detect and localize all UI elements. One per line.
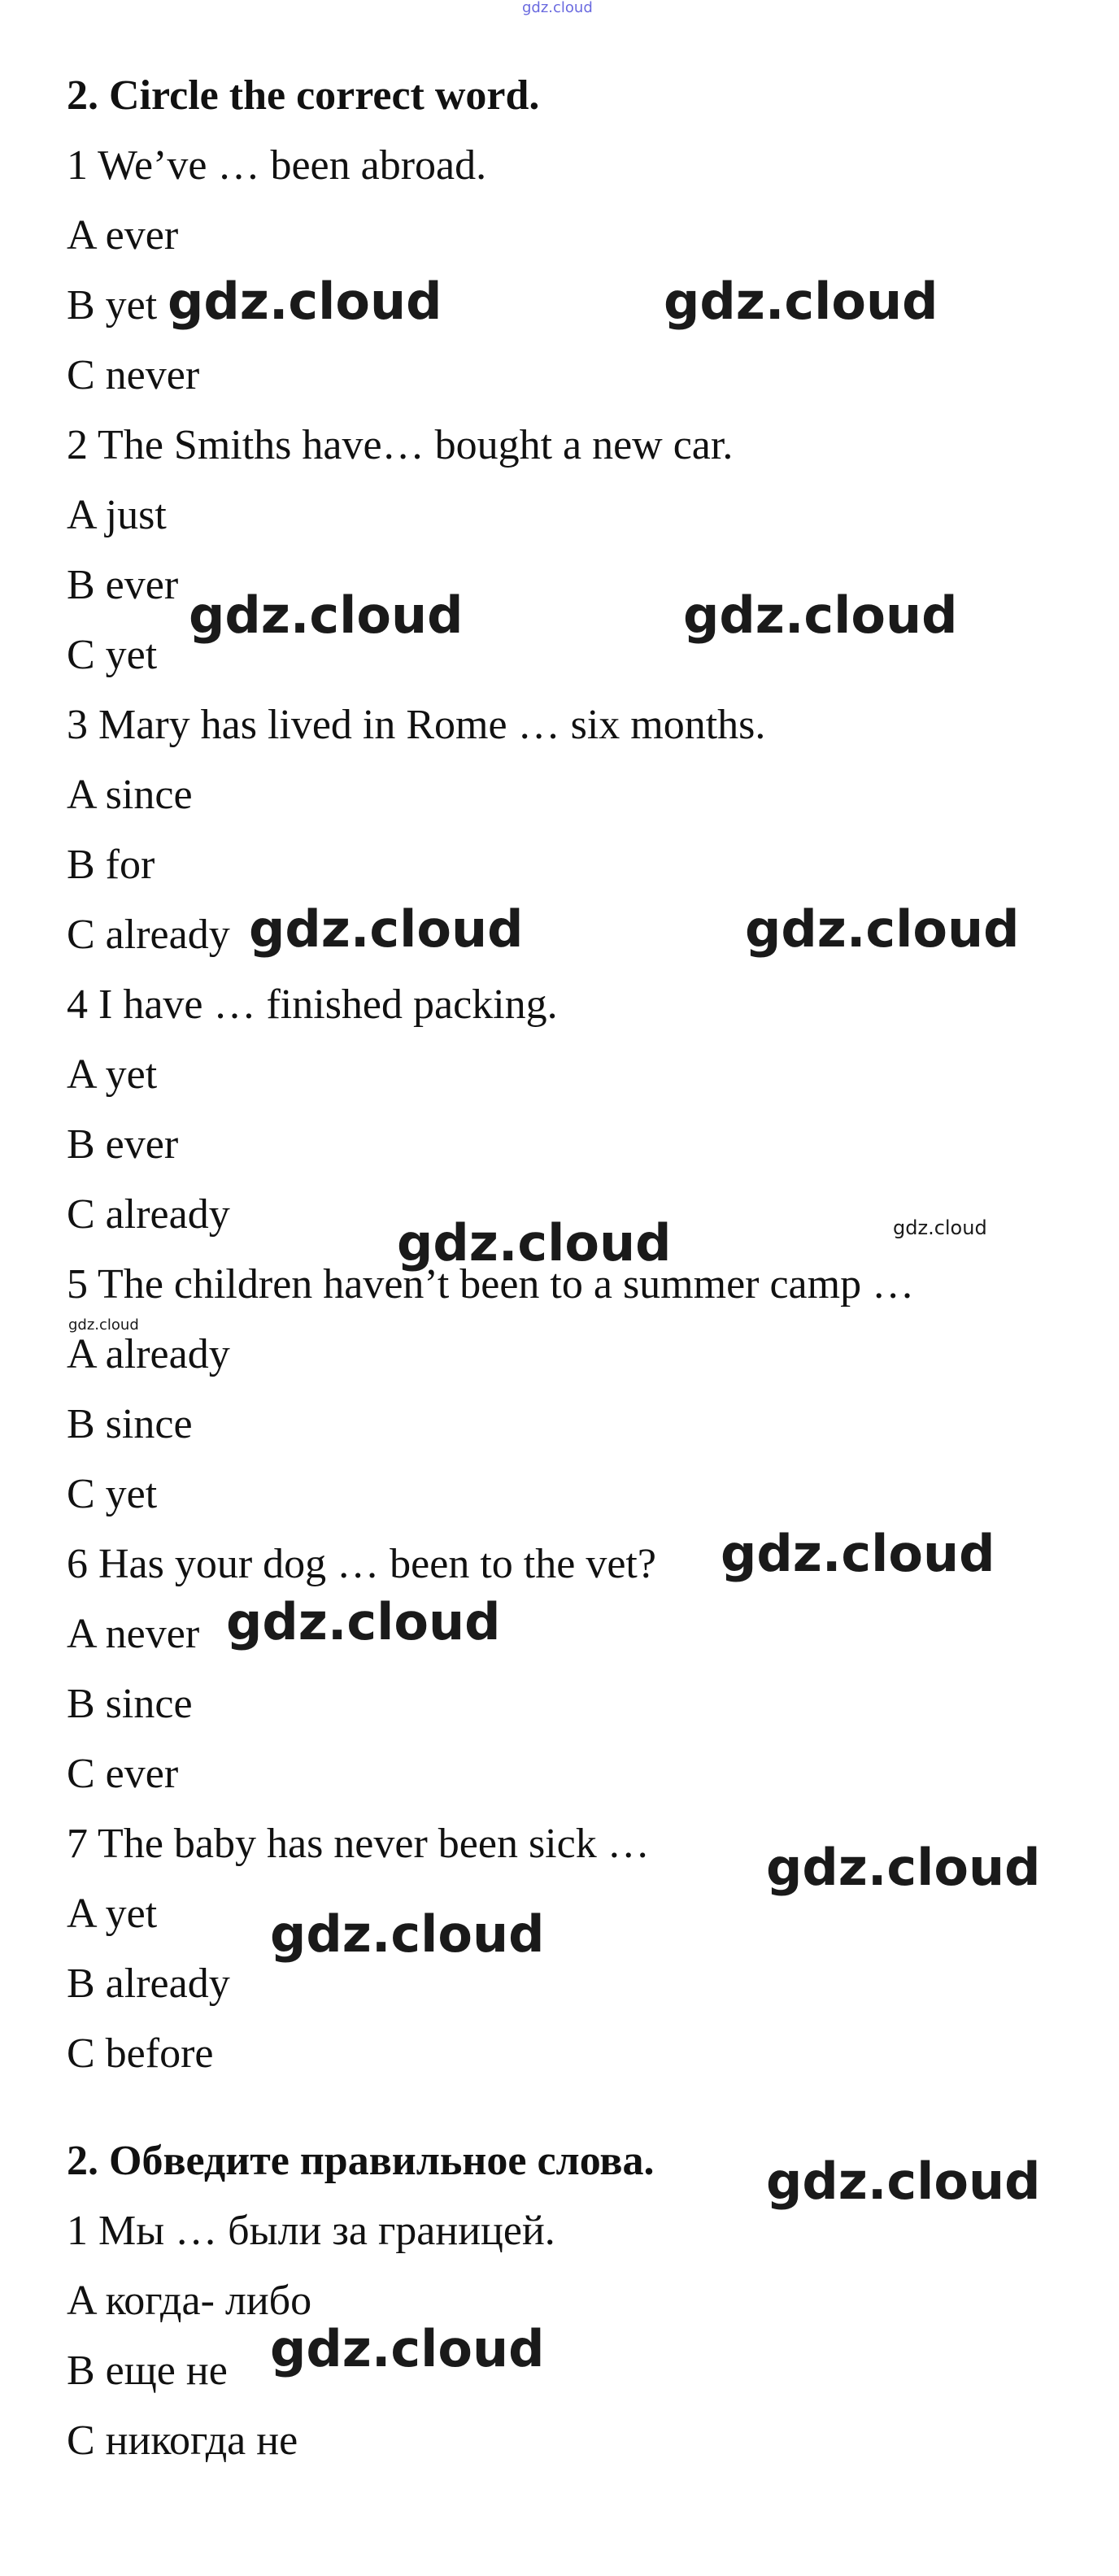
question-4: 4 I have … finished packing. bbox=[67, 981, 558, 1028]
option-1c[interactable]: C never bbox=[67, 352, 200, 398]
option-2a[interactable]: A just bbox=[67, 492, 167, 538]
watermark: gdz.cloud bbox=[766, 1838, 1041, 1897]
option-5a[interactable]: A already bbox=[67, 1331, 230, 1377]
watermark: gdz.cloud bbox=[270, 1904, 545, 1964]
option-2b[interactable]: B ever bbox=[67, 562, 179, 608]
watermark: gdz.cloud bbox=[249, 899, 524, 959]
watermark: gdz.cloud bbox=[745, 899, 1020, 959]
option-ru-1b[interactable]: B еще не bbox=[67, 2348, 228, 2394]
question-7: 7 The baby has never been sick … bbox=[67, 1821, 650, 1867]
watermark: gdz.cloud bbox=[397, 1213, 672, 1273]
option-3c[interactable]: C already bbox=[67, 912, 230, 958]
option-5b[interactable]: B since bbox=[67, 1401, 193, 1447]
option-5c[interactable]: C yet bbox=[67, 1471, 158, 1517]
question-1: 1 We’ve … been abroad. bbox=[67, 142, 487, 189]
option-4b[interactable]: B ever bbox=[67, 1121, 179, 1168]
section-title-en: 2. Circle the correct word. bbox=[67, 72, 540, 119]
watermark: gdz.cloud bbox=[226, 1592, 501, 1651]
header-watermark: gdz.cloud bbox=[522, 0, 593, 16]
option-3a[interactable]: A since bbox=[67, 772, 193, 818]
option-6a[interactable]: A never bbox=[67, 1611, 200, 1657]
question-6: 6 Has your dog … been to the vet? bbox=[67, 1541, 656, 1587]
option-4a[interactable]: A yet bbox=[67, 1051, 158, 1098]
watermark: gdz.cloud bbox=[664, 272, 938, 331]
watermark: gdz.cloud bbox=[189, 585, 464, 645]
watermark: gdz.cloud bbox=[766, 2152, 1041, 2211]
question-5: 5 The children haven’t been to a summer camp … bbox=[67, 1261, 915, 1308]
option-7a[interactable]: A yet bbox=[67, 1891, 158, 1937]
option-3b[interactable]: B for bbox=[67, 842, 155, 888]
option-6b[interactable]: B since bbox=[67, 1681, 193, 1727]
watermark: gdz.cloud bbox=[270, 2319, 545, 2378]
question-ru-1: 1 Мы … были за границей. bbox=[67, 2208, 555, 2254]
watermark-small: gdz.cloud bbox=[893, 1216, 987, 1239]
option-1a[interactable]: A ever bbox=[67, 212, 179, 259]
option-1b[interactable]: B yet bbox=[67, 282, 158, 329]
option-ru-1c[interactable]: C никогда не bbox=[67, 2417, 298, 2464]
watermark-small: gdz.cloud bbox=[68, 1316, 139, 1334]
option-6c[interactable]: C ever bbox=[67, 1751, 179, 1797]
section-title-ru: 2. Обведите правильное слова. bbox=[67, 2138, 655, 2184]
option-7b[interactable]: B already bbox=[67, 1960, 230, 2007]
option-4c[interactable]: C already bbox=[67, 1191, 230, 1238]
watermark: gdz.cloud bbox=[683, 585, 958, 645]
watermark: gdz.cloud bbox=[168, 272, 442, 331]
option-ru-1a[interactable]: A когда- либо bbox=[67, 2278, 312, 2324]
question-2: 2 The Smiths have… bought a new car. bbox=[67, 422, 734, 468]
watermark: gdz.cloud bbox=[721, 1524, 995, 1583]
question-3: 3 Mary has lived in Rome … six months. bbox=[67, 702, 766, 748]
option-7c[interactable]: C before bbox=[67, 2030, 214, 2077]
option-2c[interactable]: C yet bbox=[67, 632, 158, 678]
